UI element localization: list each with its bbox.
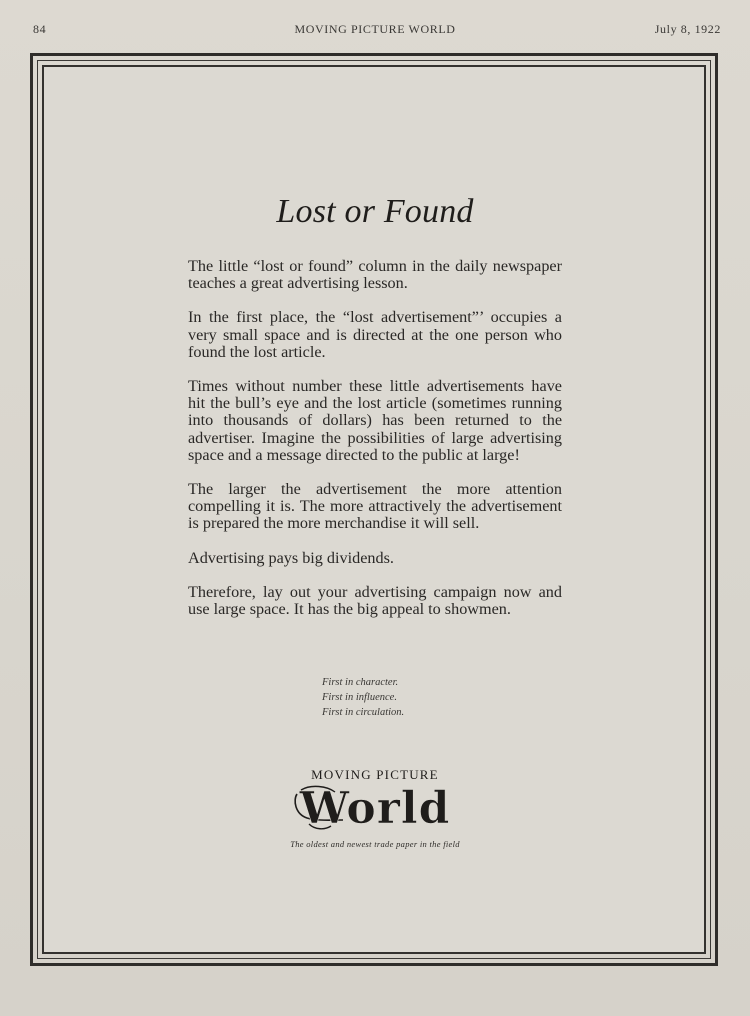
paragraph: The larger the advertisement the more attention compelling it is. The more attractively the advertisement is prepared the more merchandise it will sell. [188, 480, 562, 533]
page-number: 84 [33, 22, 47, 36]
wordmark-text: World [299, 783, 451, 832]
paragraph: Therefore, lay out your advertising campaign now and use large space. It has the big appeal to showmen. [188, 582, 562, 619]
paragraph: Advertising pays big dividends. [188, 548, 394, 567]
paragraph: The little “lost or found” column in the daily newspaper teaches a great advertising lesson. [188, 257, 562, 293]
paragraph: Times without number these little advertisements have hit the bull’s eye and the lost article (sometimes running into thousands of dollars) has been returned to the advertiser. Imagine the possibilities of large advertising space and a message directed to the public at large! [188, 377, 562, 464]
mottos [322, 675, 404, 720]
publication-title: MOVING PICTURE WORLD [294, 22, 456, 36]
motto-line: First in influence. [322, 692, 397, 703]
running-head [0, 22, 750, 42]
ad-title: Lost or Found [276, 193, 474, 230]
motto-line: First in circulation. [322, 707, 405, 718]
ad-body-copy [188, 258, 562, 635]
world-wordmark-logo [291, 780, 459, 832]
motto-line: First in character. [322, 677, 399, 688]
issue-date: July 8, 1922 [654, 22, 721, 36]
logo-tagline: The oldest and newest trade paper in the field [290, 839, 460, 849]
paragraph: In the first place, the “lost advertisement”’ occupies a very small space and is directed at the one person who found the lost article. [188, 308, 562, 361]
logo-top-line: MOVING PICTURE [311, 767, 439, 782]
